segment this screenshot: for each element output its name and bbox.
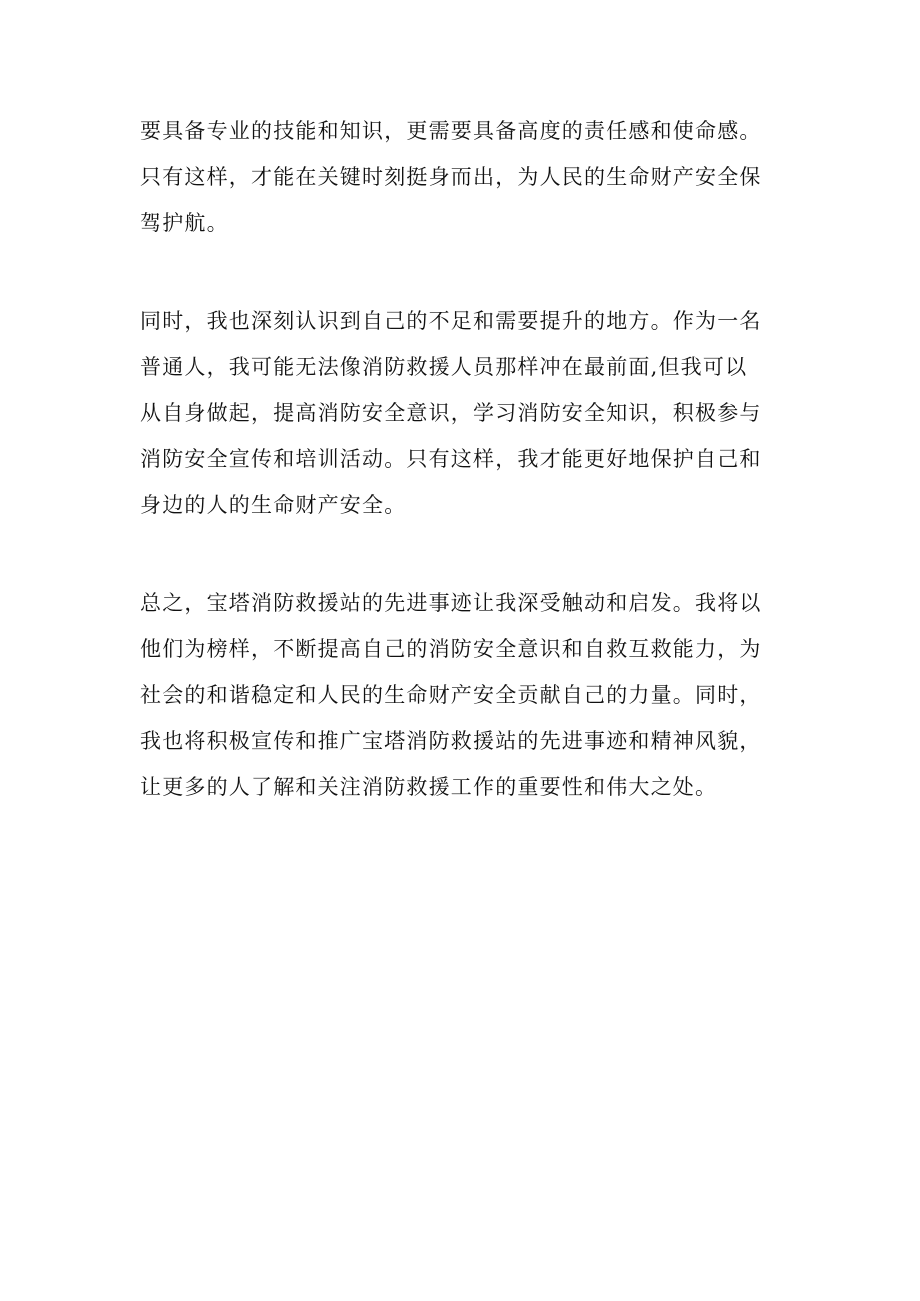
text-line: 驾护航。 <box>140 211 229 235</box>
paragraph-1 <box>140 108 800 246</box>
text-line: 要具备专业的技能和知识，更需要具备高度的责任感和使命感。 <box>140 119 762 143</box>
document-body <box>140 108 800 862</box>
text-line: 让更多的人了解和关注消防救援工作的重要性和伟大之处。 <box>140 775 718 799</box>
paragraph-3 <box>140 580 800 810</box>
text-line: 消防安全宣传和培训活动。只有这样，我才能更好地保护自己和 <box>140 447 762 471</box>
text-line: 他们为榜样，不断提高自己的消防安全意识和自救互救能力，为 <box>140 637 762 661</box>
text-line: 只有这样，才能在关键时刻挺身而出，为人民的生命财产安全保 <box>140 165 762 189</box>
text-line: 身边的人的生命财产安全。 <box>140 493 407 517</box>
text-line: 社会的和谐稳定和人民的生命财产安全贡献自己的力量。同时， <box>140 683 762 707</box>
text-line: 同时，我也深刻认识到自己的不足和需要提升的地方。作为一名 <box>140 309 762 333</box>
text-line: 总之，宝塔消防救援站的先进事迹让我深受触动和启发。我将以 <box>140 591 762 615</box>
text-line: 从自身做起，提高消防安全意识，学习消防安全知识，积极参与 <box>140 401 762 425</box>
text-line: 普通人，我可能无法像消防救援人员那样冲在最前面,但我可以 <box>140 355 748 379</box>
text-line: 我也将积极宣传和推广宝塔消防救援站的先进事迹和精神风貌， <box>140 729 762 753</box>
paragraph-2 <box>140 298 800 528</box>
